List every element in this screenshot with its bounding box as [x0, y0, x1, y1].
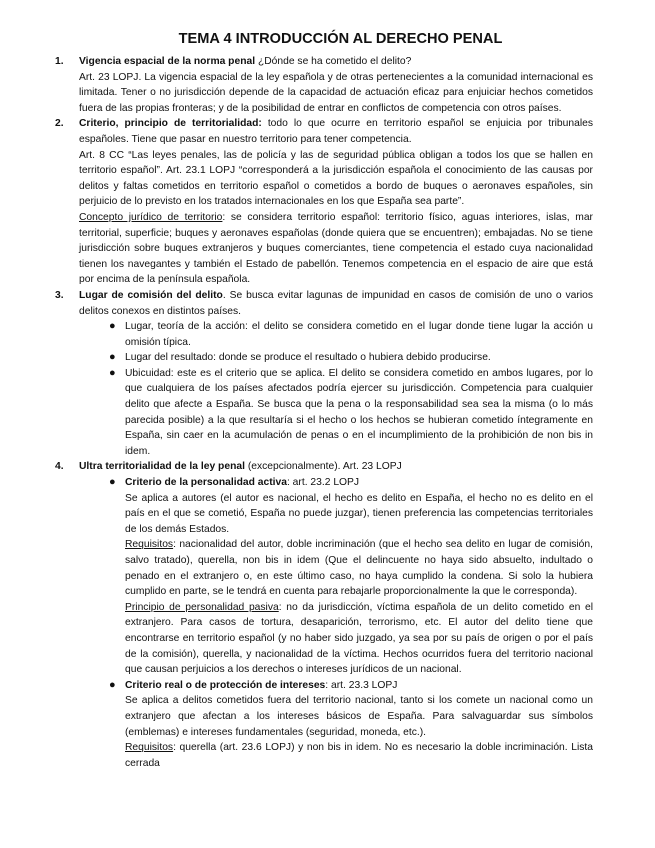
- section-3: [55, 288, 593, 460]
- section-number: 4.: [55, 461, 64, 473]
- heading-bold: Criterio real o de protección de intereses: [125, 679, 326, 691]
- bullet-list: [79, 319, 593, 459]
- paragraph: [125, 740, 593, 771]
- paragraph-text: : se considera territorio español: territorio físico, aguas interiores, islas, mar territorial, superficie; buques y aeronaves españolas (donde quiera que se encuentren); embajadas. No se tiene jurisdicción sobre buques extranjeros y buques comerciantes, tiene competencia el estado cuya nacionalidad tienen los navegantes y también el Estado de pabellón. Tenemos competencia en el espacio de aire que está por encima de la península española.: [79, 211, 593, 286]
- section-heading: [79, 288, 593, 319]
- section-heading: [79, 116, 593, 147]
- section-number: 1.: [55, 56, 64, 67]
- section-number: 2.: [55, 118, 64, 130]
- heading-bold: Vigencia espacial de la norma penal: [79, 56, 256, 67]
- paragraph: Art. 23 LOPJ. La vigencia espacial de la ley española y de otras pertenecientes a la comunidad internacional es limitada. Tener o no jurisdicción depende de la capacidad de actuación eficaz para enjuiciar hechos cometidos fuera de las propias fronteras; y de la posibilidad de entrar en conflictos de competencia con otros países.: [79, 71, 593, 114]
- list-item-text: Ubicuidad: este es el criterio que se aplica. El delito se considera cometido en ambos lugares, por lo que cualquiera de los países afectados podría ejercer su jurisdicción. Competencia para cualquier delito que afecte a España. Se busca que la pena o la responsabilidad sea sea la misma (o lo más parecida posible) a la que resultaría si el hecho o los hechos se hubieran cometido íntegramente en España, sin caer en la acumulación de penas o en el incumplimiento de la prohibición de non bis in idem.: [125, 367, 593, 457]
- list-item: [109, 366, 593, 460]
- paragraph: [125, 600, 593, 678]
- list-item: [109, 475, 593, 678]
- heading-rest: todo lo que ocurre en territorio español se enjuicia por tribunales españoles. Tiene que pasar en nuestro territorio para tener competencia.: [79, 118, 593, 145]
- subsection-heading: [125, 475, 593, 491]
- underlined-term: Concepto jurídico de territorio: [79, 211, 223, 223]
- paragraph-text: : no da jurisdicción, víctima española de un delito cometido en el extranjero. Para casos de tortura, desaparición, terrorismo, etc. El autor del delito tiene que encontrarse en territorio español (y no haber sido juzgado, ya sea por su país de origen o por el país de la comisión), querella, y nacionalidad de la víctima. Hechos ocurridos fuera del territorio nacional que causan perjuicios a los derechos o intereses jurídicos de un nacional.: [125, 601, 593, 676]
- paragraph-text: : nacionalidad del autor, doble incriminación (que el hecho sea delito en lugar de comisión, salvo tratado), querella, non bis in idem (Que el delincuente no haya sido absuelto, indultado o penado en el extranjero o, en este último caso, no haya cumplido la condena. Si solo la hubiera cumplido en parte, se le tendrá en cuenta para rebajarle proporcionalmente la que le corresponda).: [125, 539, 593, 598]
- list-item: [109, 678, 593, 772]
- heading-rest: ¿Dónde se ha cometido el delito?: [255, 56, 412, 67]
- heading-rest: . Se busca evitar lagunas de impunidad en casos de comisión de uno o varios delitos conexos en distintos países.: [79, 289, 593, 317]
- subsection-heading: [125, 678, 593, 694]
- list-item: [109, 350, 593, 366]
- section-4: [55, 459, 593, 771]
- heading-bold: Ultra territorialidad de la ley penal: [79, 461, 245, 473]
- paragraph: [125, 537, 593, 599]
- underlined-term: Requisitos: [125, 742, 174, 754]
- paragraph: Art. 8 CC “Las leyes penales, las de policía y las de seguridad pública obligan a todos los que se hallen en territorio español”. Art. 23.1 LOPJ “corresponderá a la jurisdicción española el conocimiento de las causas por delitos y faltas cometidos en territorio español o cometidos a bordo de buques o aeronaves españoles, sin perjuicio de lo previsto en los tratados internacionales en los que España sea parte”.: [79, 149, 593, 208]
- bullet-icon: ●: [109, 320, 116, 333]
- bullet-icon: ●: [109, 476, 116, 489]
- bullet-icon: ●: [109, 366, 116, 379]
- heading-rest: : art. 23.2 LOPJ: [286, 477, 360, 489]
- list-item-text: Lugar del resultado: donde se produce el resultado o hubiera debido producirse.: [125, 352, 491, 364]
- list-item: [109, 319, 593, 350]
- underlined-term: Requisitos: [125, 539, 174, 551]
- bullet-list: [79, 475, 593, 771]
- heading-rest: : art. 23.3 LOPJ: [325, 679, 398, 691]
- heading-bold: Lugar de comisión del delito: [79, 289, 223, 301]
- section-heading: [79, 54, 593, 70]
- list-item-text: Lugar, teoría de la acción: el delito se considera cometido en el lugar donde tiene lugar la acción u omisión típica.: [125, 321, 593, 348]
- section-list: [55, 54, 593, 771]
- section-2: [55, 116, 593, 288]
- bullet-icon: ●: [109, 351, 116, 364]
- section-number: 3.: [55, 289, 64, 301]
- heading-bold: Criterio de la personalidad activa: [125, 477, 287, 489]
- section-heading: [79, 459, 593, 475]
- underlined-term: Principio de personalidad pasiva: [125, 601, 279, 613]
- paragraph: Se aplica a autores (el autor es nacional, el hecho es delito en España, el hecho no es delito en el país en el que se cometió, España no puede juzgar), tienen preferencia las competencias territoriales de los demás Estados.: [125, 492, 593, 535]
- section-1: [55, 54, 593, 116]
- heading-bold: Criterio, principio de territorialidad:: [79, 118, 262, 130]
- paragraph: Se aplica a delitos cometidos fuera del territorio nacional, tanto si los comete un nacional como un extranjero que afectan a los intereses básicos de España. Para salvaguardar sus símbolos (emblemas) e intereses fundamentales (seguridad, moneda, etc.).: [125, 695, 593, 738]
- paragraph-text: : querella (art. 23.6 LOPJ) y non bis in idem. No es necesario la doble incriminación. Lista cerrada: [125, 742, 593, 769]
- bullet-icon: ●: [109, 678, 116, 691]
- heading-rest: (excepcionalmente). Art. 23 LOPJ: [244, 461, 402, 473]
- document-title: TEMA 4 INTRODUCCIÓN AL DERECHO PENAL: [178, 31, 503, 47]
- paragraph: [79, 210, 593, 288]
